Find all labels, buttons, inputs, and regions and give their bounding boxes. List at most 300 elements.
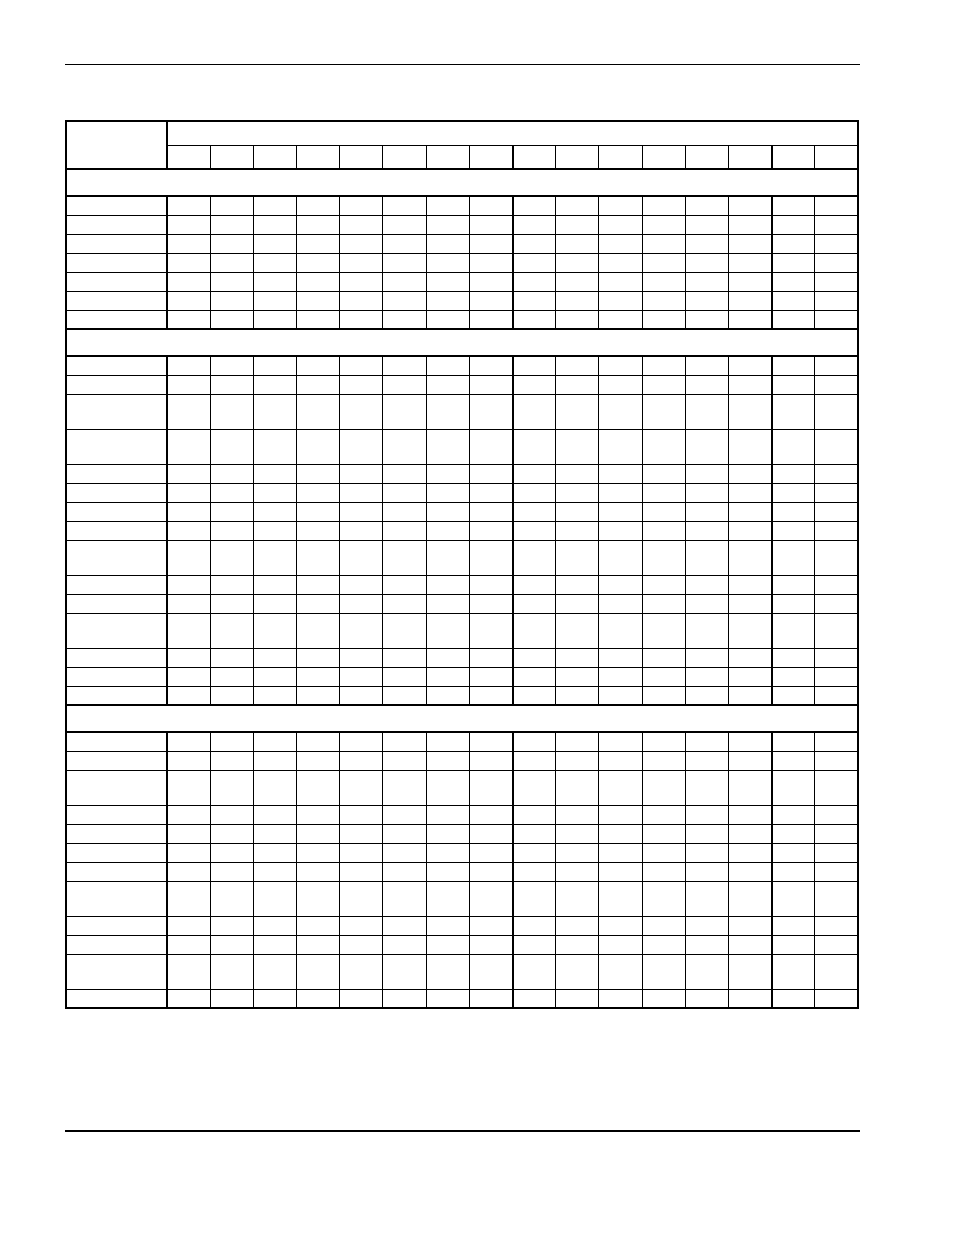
table-cell — [167, 356, 210, 375]
table-cell — [599, 989, 642, 1008]
table-cell — [383, 356, 426, 375]
table-cell — [599, 916, 642, 935]
table-cell — [728, 291, 771, 310]
table-cell — [772, 881, 815, 916]
table-cell — [599, 686, 642, 705]
table-cell — [815, 464, 858, 483]
table-cell — [340, 234, 383, 253]
row-label — [66, 862, 167, 881]
table-cell — [340, 881, 383, 916]
table-cell — [253, 862, 296, 881]
table-cell — [297, 613, 340, 648]
table-cell — [210, 954, 253, 989]
table-cell — [599, 502, 642, 521]
table-cell — [513, 575, 556, 594]
table-cell — [556, 196, 599, 215]
table-cell — [167, 429, 210, 464]
table-cell — [469, 770, 512, 805]
table-cell — [772, 989, 815, 1008]
table-cell — [426, 253, 469, 272]
table-cell — [728, 575, 771, 594]
table-cell — [772, 824, 815, 843]
table-cell — [426, 521, 469, 540]
table-cell — [685, 989, 728, 1008]
table-cell — [599, 935, 642, 954]
table-cell — [253, 429, 296, 464]
table-cell — [340, 751, 383, 770]
table-cell — [167, 464, 210, 483]
table-cell — [513, 502, 556, 521]
table-cell — [642, 483, 685, 502]
table-cell — [340, 989, 383, 1008]
table-cell — [253, 310, 296, 329]
table-cell — [772, 594, 815, 613]
table-cell — [297, 824, 340, 843]
table-cell — [469, 732, 512, 751]
table-row — [66, 483, 858, 502]
table-cell — [167, 732, 210, 751]
table-cell — [167, 862, 210, 881]
table-cell — [513, 196, 556, 215]
table-cell — [513, 234, 556, 253]
table-cell — [815, 751, 858, 770]
table-row — [66, 613, 858, 648]
table-cell — [815, 770, 858, 805]
table-row — [66, 862, 858, 881]
table-cell — [297, 394, 340, 429]
table-cell — [469, 613, 512, 648]
table-cell — [728, 272, 771, 291]
table-cell — [513, 291, 556, 310]
table-cell — [340, 375, 383, 394]
table-cell — [340, 667, 383, 686]
row-label — [66, 291, 167, 310]
table-cell — [815, 613, 858, 648]
table-cell — [642, 648, 685, 667]
table-cell — [772, 540, 815, 575]
table-cell — [297, 375, 340, 394]
table-cell — [340, 429, 383, 464]
table-cell — [383, 770, 426, 805]
table-cell — [513, 464, 556, 483]
table-cell — [642, 540, 685, 575]
table-cell — [772, 291, 815, 310]
table-cell — [383, 686, 426, 705]
table-cell — [556, 916, 599, 935]
table-cell — [426, 464, 469, 483]
table-cell — [297, 291, 340, 310]
table-cell — [210, 429, 253, 464]
table-cell — [815, 483, 858, 502]
table-cell — [383, 613, 426, 648]
table-row — [66, 272, 858, 291]
table-cell — [340, 594, 383, 613]
table-cell — [426, 916, 469, 935]
table-cell — [513, 732, 556, 751]
table-cell — [642, 291, 685, 310]
table-cell — [599, 253, 642, 272]
table-cell — [642, 234, 685, 253]
table-cell — [556, 770, 599, 805]
table-cell — [167, 483, 210, 502]
table-cell — [210, 594, 253, 613]
table-cell — [297, 732, 340, 751]
table-cell — [167, 770, 210, 805]
table-cell — [383, 429, 426, 464]
table-cell — [599, 881, 642, 916]
row-label — [66, 464, 167, 483]
table-cell — [556, 613, 599, 648]
table-cell — [513, 824, 556, 843]
table-cell — [167, 594, 210, 613]
table-cell — [728, 751, 771, 770]
table-cell — [426, 394, 469, 429]
table-cell — [728, 648, 771, 667]
table-cell — [556, 989, 599, 1008]
table-cell — [340, 686, 383, 705]
table-cell — [426, 613, 469, 648]
table-cell — [513, 862, 556, 881]
row-label — [66, 575, 167, 594]
table-cell — [210, 843, 253, 862]
table-cell — [253, 215, 296, 234]
table-cell — [685, 881, 728, 916]
table-cell — [383, 215, 426, 234]
table-cell — [383, 989, 426, 1008]
table-cell — [599, 805, 642, 824]
table-cell — [556, 272, 599, 291]
table-cell — [815, 356, 858, 375]
table-row — [66, 394, 858, 429]
table-cell — [599, 667, 642, 686]
table-cell — [728, 989, 771, 1008]
table-cell — [772, 843, 815, 862]
table-cell — [772, 464, 815, 483]
table-cell — [599, 770, 642, 805]
table-cell — [469, 824, 512, 843]
column-header — [642, 145, 685, 169]
table-cell — [685, 196, 728, 215]
table-cell — [469, 310, 512, 329]
table-cell — [513, 215, 556, 234]
table-cell — [253, 648, 296, 667]
table-cell — [642, 805, 685, 824]
table-cell — [383, 483, 426, 502]
table-cell — [167, 521, 210, 540]
table-cell — [340, 613, 383, 648]
table-cell — [210, 375, 253, 394]
section-title — [66, 329, 858, 356]
table-cell — [426, 862, 469, 881]
table-cell — [210, 215, 253, 234]
table-cell — [556, 648, 599, 667]
table-row — [66, 464, 858, 483]
table-cell — [815, 196, 858, 215]
table-cell — [210, 770, 253, 805]
table-cell — [426, 272, 469, 291]
table-cell — [469, 253, 512, 272]
table-cell — [815, 575, 858, 594]
table-cell — [728, 429, 771, 464]
table-cell — [815, 732, 858, 751]
table-cell — [642, 686, 685, 705]
table-cell — [426, 291, 469, 310]
row-label — [66, 483, 167, 502]
row-label — [66, 234, 167, 253]
table-cell — [340, 464, 383, 483]
table-cell — [556, 954, 599, 989]
table-cell — [772, 375, 815, 394]
table-cell — [426, 594, 469, 613]
row-label — [66, 732, 167, 751]
table-cell — [728, 686, 771, 705]
table-cell — [599, 483, 642, 502]
table-cell — [426, 881, 469, 916]
table-cell — [513, 648, 556, 667]
table-cell — [469, 575, 512, 594]
table-cell — [685, 805, 728, 824]
table-row — [66, 824, 858, 843]
table-cell — [815, 916, 858, 935]
table-cell — [253, 881, 296, 916]
table-cell — [772, 502, 815, 521]
table-cell — [426, 196, 469, 215]
table-cell — [253, 824, 296, 843]
table-cell — [685, 935, 728, 954]
table-cell — [167, 686, 210, 705]
table-cell — [815, 667, 858, 686]
table-cell — [728, 954, 771, 989]
table-cell — [815, 954, 858, 989]
table-cell — [297, 751, 340, 770]
table-cell — [253, 686, 296, 705]
table-cell — [210, 394, 253, 429]
row-label — [66, 429, 167, 464]
table-cell — [815, 805, 858, 824]
table-cell — [513, 686, 556, 705]
table-cell — [772, 862, 815, 881]
table-cell — [340, 805, 383, 824]
table-cell — [383, 935, 426, 954]
row-label — [66, 843, 167, 862]
table-cell — [167, 253, 210, 272]
table-cell — [599, 843, 642, 862]
table-cell — [599, 375, 642, 394]
table-cell — [426, 686, 469, 705]
table-row — [66, 954, 858, 989]
table-cell — [728, 881, 771, 916]
table-cell — [685, 310, 728, 329]
table-cell — [772, 770, 815, 805]
table-cell — [513, 935, 556, 954]
table-cell — [210, 881, 253, 916]
table-cell — [556, 483, 599, 502]
table-cell — [297, 989, 340, 1008]
table-cell — [383, 881, 426, 916]
table-cell — [815, 310, 858, 329]
corner-cell — [66, 121, 167, 169]
table-cell — [685, 613, 728, 648]
table-cell — [599, 464, 642, 483]
table-cell — [513, 667, 556, 686]
table-cell — [426, 234, 469, 253]
row-label — [66, 253, 167, 272]
table-cell — [167, 916, 210, 935]
row-label — [66, 667, 167, 686]
table-cell — [469, 881, 512, 916]
table-cell — [167, 502, 210, 521]
table-cell — [815, 989, 858, 1008]
table-cell — [340, 215, 383, 234]
table-cell — [728, 805, 771, 824]
table-cell — [685, 272, 728, 291]
table-cell — [469, 272, 512, 291]
table-cell — [599, 824, 642, 843]
table-cell — [297, 196, 340, 215]
table-cell — [728, 843, 771, 862]
table-cell — [469, 375, 512, 394]
table-row — [66, 751, 858, 770]
table-cell — [642, 215, 685, 234]
table-cell — [599, 429, 642, 464]
table-cell — [297, 310, 340, 329]
row-label — [66, 272, 167, 291]
table-cell — [556, 667, 599, 686]
row-label — [66, 521, 167, 540]
table-cell — [642, 521, 685, 540]
table-cell — [167, 394, 210, 429]
table-cell — [685, 770, 728, 805]
header-rule — [65, 64, 860, 65]
table-cell — [685, 732, 728, 751]
section-header-row — [66, 705, 858, 732]
table-cell — [728, 464, 771, 483]
table-row — [66, 805, 858, 824]
table-cell — [642, 196, 685, 215]
table-cell — [556, 881, 599, 916]
table-cell — [469, 521, 512, 540]
table-cell — [426, 429, 469, 464]
table-cell — [253, 253, 296, 272]
table-cell — [340, 291, 383, 310]
table-cell — [728, 356, 771, 375]
table-cell — [556, 291, 599, 310]
table-cell — [556, 375, 599, 394]
table-cell — [383, 253, 426, 272]
table-cell — [728, 502, 771, 521]
table-cell — [513, 483, 556, 502]
table-cell — [772, 394, 815, 429]
column-header — [210, 145, 253, 169]
table-cell — [815, 291, 858, 310]
table-cell — [685, 483, 728, 502]
table-cell — [167, 954, 210, 989]
table-cell — [210, 502, 253, 521]
table-cell — [340, 862, 383, 881]
table-cell — [297, 686, 340, 705]
table-cell — [556, 253, 599, 272]
table-cell — [815, 594, 858, 613]
table-cell — [556, 824, 599, 843]
table-cell — [297, 464, 340, 483]
table-cell — [167, 881, 210, 916]
column-header — [167, 145, 210, 169]
table-cell — [383, 234, 426, 253]
table-row — [66, 916, 858, 935]
table-cell — [426, 215, 469, 234]
table-cell — [728, 667, 771, 686]
table-cell — [340, 916, 383, 935]
table-cell — [642, 429, 685, 464]
table-cell — [297, 253, 340, 272]
table-cell — [772, 667, 815, 686]
table-cell — [772, 356, 815, 375]
table-cell — [772, 648, 815, 667]
table-cell — [556, 356, 599, 375]
table-cell — [556, 464, 599, 483]
table-cell — [642, 375, 685, 394]
section-title — [66, 705, 858, 732]
table-cell — [340, 732, 383, 751]
table-cell — [340, 648, 383, 667]
table-cell — [469, 464, 512, 483]
table-cell — [383, 594, 426, 613]
table-cell — [167, 751, 210, 770]
table-cell — [685, 215, 728, 234]
table-cell — [513, 356, 556, 375]
row-label — [66, 805, 167, 824]
table-row — [66, 935, 858, 954]
table-cell — [685, 751, 728, 770]
table-cell — [253, 843, 296, 862]
table-cell — [556, 594, 599, 613]
table-cell — [297, 540, 340, 575]
table-row — [66, 521, 858, 540]
row-label — [66, 751, 167, 770]
column-header — [340, 145, 383, 169]
table-cell — [815, 862, 858, 881]
table-cell — [469, 394, 512, 429]
table-cell — [210, 310, 253, 329]
table-cell — [642, 751, 685, 770]
table-cell — [426, 843, 469, 862]
table-cell — [340, 502, 383, 521]
table-cell — [426, 954, 469, 989]
table-cell — [167, 648, 210, 667]
table-cell — [772, 751, 815, 770]
table-cell — [253, 394, 296, 429]
table-cell — [426, 483, 469, 502]
table-row — [66, 843, 858, 862]
table-cell — [772, 935, 815, 954]
table-cell — [297, 594, 340, 613]
table-cell — [469, 989, 512, 1008]
table-cell — [772, 916, 815, 935]
table-cell — [685, 686, 728, 705]
table-row — [66, 375, 858, 394]
table-cell — [599, 613, 642, 648]
table-cell — [685, 575, 728, 594]
table-cell — [297, 843, 340, 862]
table-cell — [210, 575, 253, 594]
table-cell — [772, 429, 815, 464]
table-cell — [253, 594, 296, 613]
table-cell — [297, 916, 340, 935]
table-cell — [599, 575, 642, 594]
table-cell — [297, 234, 340, 253]
table-cell — [167, 667, 210, 686]
table-cell — [210, 356, 253, 375]
